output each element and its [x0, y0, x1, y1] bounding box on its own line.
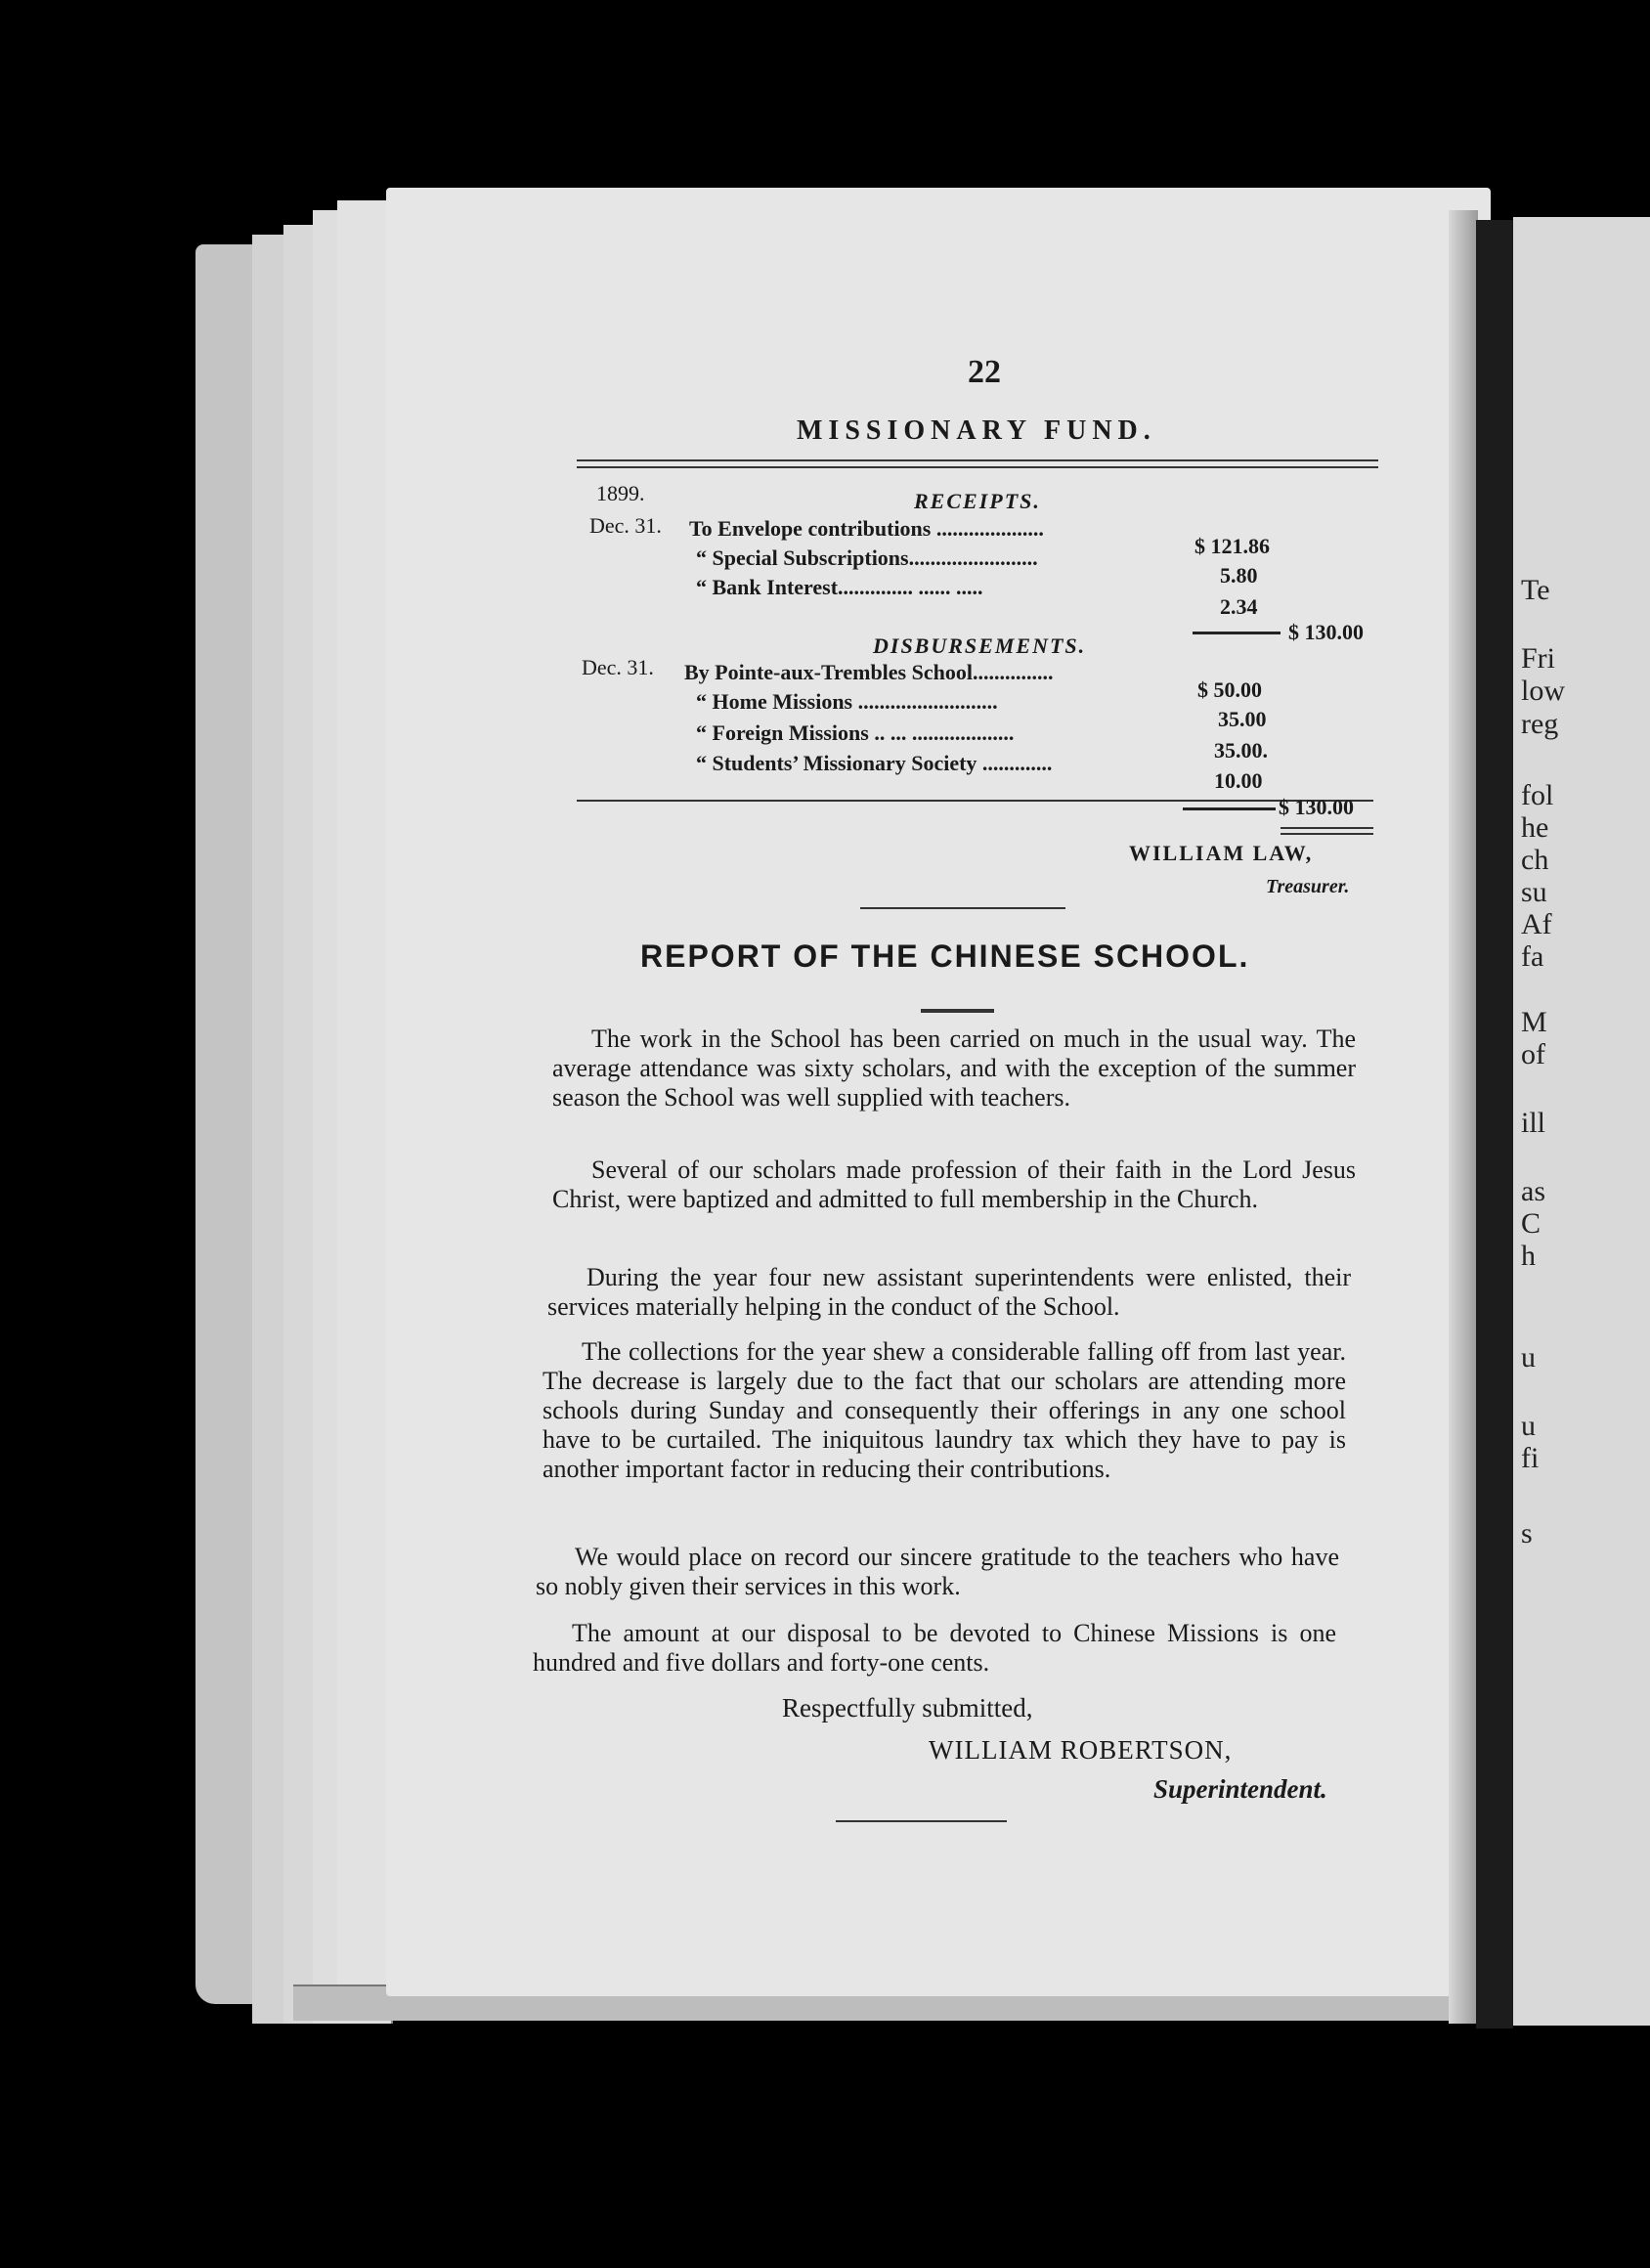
facing-page-fragment: of	[1521, 1038, 1545, 1070]
report-paragraph: During the year four new assistant superintendents were enlisted, their services materially helping in the conduct of the School.	[547, 1263, 1351, 1321]
facing-page-fragment: Af	[1521, 908, 1552, 940]
facing-page-fragment: ill	[1521, 1107, 1546, 1139]
year-label: 1899.	[596, 481, 645, 505]
receipts-heading: RECEIPTS.	[914, 489, 1041, 513]
report-paragraph: The amount at our disposal to be devoted to Chinese Missions is one hundred and five dollars and forty-one cents.	[533, 1619, 1336, 1677]
disbursement-item: By Pointe-aux-Trembles School...............	[684, 660, 1054, 684]
facing-page-fragment: he	[1521, 811, 1549, 844]
facing-page-fragment: fi	[1521, 1442, 1540, 1474]
facing-page-fragment: as	[1521, 1175, 1545, 1207]
facing-page-fragment: low	[1521, 675, 1565, 707]
facing-page-fragment: ch	[1521, 844, 1549, 876]
facing-page-fragment: u	[1521, 1341, 1536, 1374]
divider-rule	[577, 466, 1378, 468]
report-paragraph: The work in the School has been carried on much in the usual way. The average attendance was sixty scholars, and with the exception of the summer season the School was well supplied with teachers.	[552, 1025, 1356, 1112]
total-rule	[1193, 632, 1281, 634]
title-underline	[921, 1009, 994, 1013]
disbursement-item: “ Students’ Missionary Society .............	[696, 751, 1053, 775]
facing-page-fragment: fol	[1521, 779, 1554, 811]
receipt-amount: 5.80	[1220, 563, 1258, 588]
superintendent-title: Superintendent.	[1153, 1774, 1327, 1804]
facing-page-fragment: s	[1521, 1517, 1533, 1549]
facing-page-fragment: h	[1521, 1240, 1536, 1272]
facing-page-fragment: reg	[1521, 708, 1559, 740]
facing-page-fragment: fa	[1521, 940, 1544, 973]
treasurer-title: Treasurer.	[1266, 876, 1350, 897]
total-rule	[1183, 807, 1276, 810]
divider-rule	[1281, 833, 1373, 835]
disbursements-total: $ 130.00	[1279, 795, 1354, 819]
book-spine	[1476, 220, 1513, 2028]
facing-page	[1513, 217, 1650, 2026]
section-separator	[860, 907, 1065, 909]
facing-page-fragment: C	[1521, 1207, 1541, 1240]
receipt-date: Dec. 31.	[589, 513, 662, 538]
report-paragraph: The collections for the year shew a considerable falling off from last year. The decrease is largely due to the fact that our scholars are attending more schools during Sunday and consequently their offerings in any one school have to be curtailed. The iniquitous laundry tax which they have to pay is another important factor in reducing their contributions.	[543, 1337, 1346, 1483]
closing-line: Respectfully submitted,	[782, 1693, 1033, 1723]
disbursement-amount: 35.00	[1218, 707, 1267, 731]
disbursement-amount: $ 50.00	[1197, 677, 1262, 702]
facing-page-fragment: M	[1521, 1006, 1547, 1038]
divider-rule	[577, 800, 1373, 802]
disbursement-date: Dec. 31.	[582, 655, 654, 679]
disbursement-amount: 10.00	[1214, 768, 1263, 793]
spine-shadow	[1449, 210, 1478, 2024]
superintendent-name: WILLIAM ROBERTSON,	[929, 1735, 1233, 1765]
receipt-item: “ Special Subscriptions........................	[696, 545, 1038, 570]
divider-rule	[1281, 827, 1373, 829]
disbursements-heading: DISBURSEMENTS.	[873, 633, 1087, 658]
facing-page-fragment: Fri	[1521, 642, 1556, 675]
facing-page-fragment: su	[1521, 876, 1547, 908]
treasurer-name: WILLIAM LAW,	[1129, 841, 1314, 865]
receipt-item: “ Bank Interest.............. ...... .....	[696, 575, 983, 599]
section-separator	[836, 1820, 1007, 1822]
facing-page-fragment: u	[1521, 1410, 1536, 1442]
report-paragraph: Several of our scholars made profession of their faith in the Lord Jesus Christ, were baptized and admitted to full membership in the Church.	[552, 1156, 1356, 1213]
fund-title: MISSIONARY FUND.	[797, 415, 1156, 446]
receipt-amount: 2.34	[1220, 594, 1258, 619]
disbursement-amount: 35.00.	[1214, 738, 1268, 763]
disbursement-item: “ Foreign Missions .. ... ...................	[696, 720, 1015, 745]
facing-page-fragment: Te	[1521, 574, 1550, 606]
report-title: REPORT OF THE CHINESE SCHOOL.	[640, 938, 1250, 974]
disbursement-item: “ Home Missions ..........................	[696, 689, 998, 714]
page-number: 22	[968, 354, 1001, 390]
report-paragraph: We would place on record our sincere gratitude to the teachers who have so nobly given their services in this work.	[536, 1543, 1339, 1600]
receipt-item: To Envelope contributions ....................	[689, 516, 1044, 541]
receipts-total: $ 130.00	[1288, 620, 1364, 644]
divider-rule	[577, 459, 1378, 461]
receipt-amount: $ 121.86	[1194, 534, 1270, 558]
